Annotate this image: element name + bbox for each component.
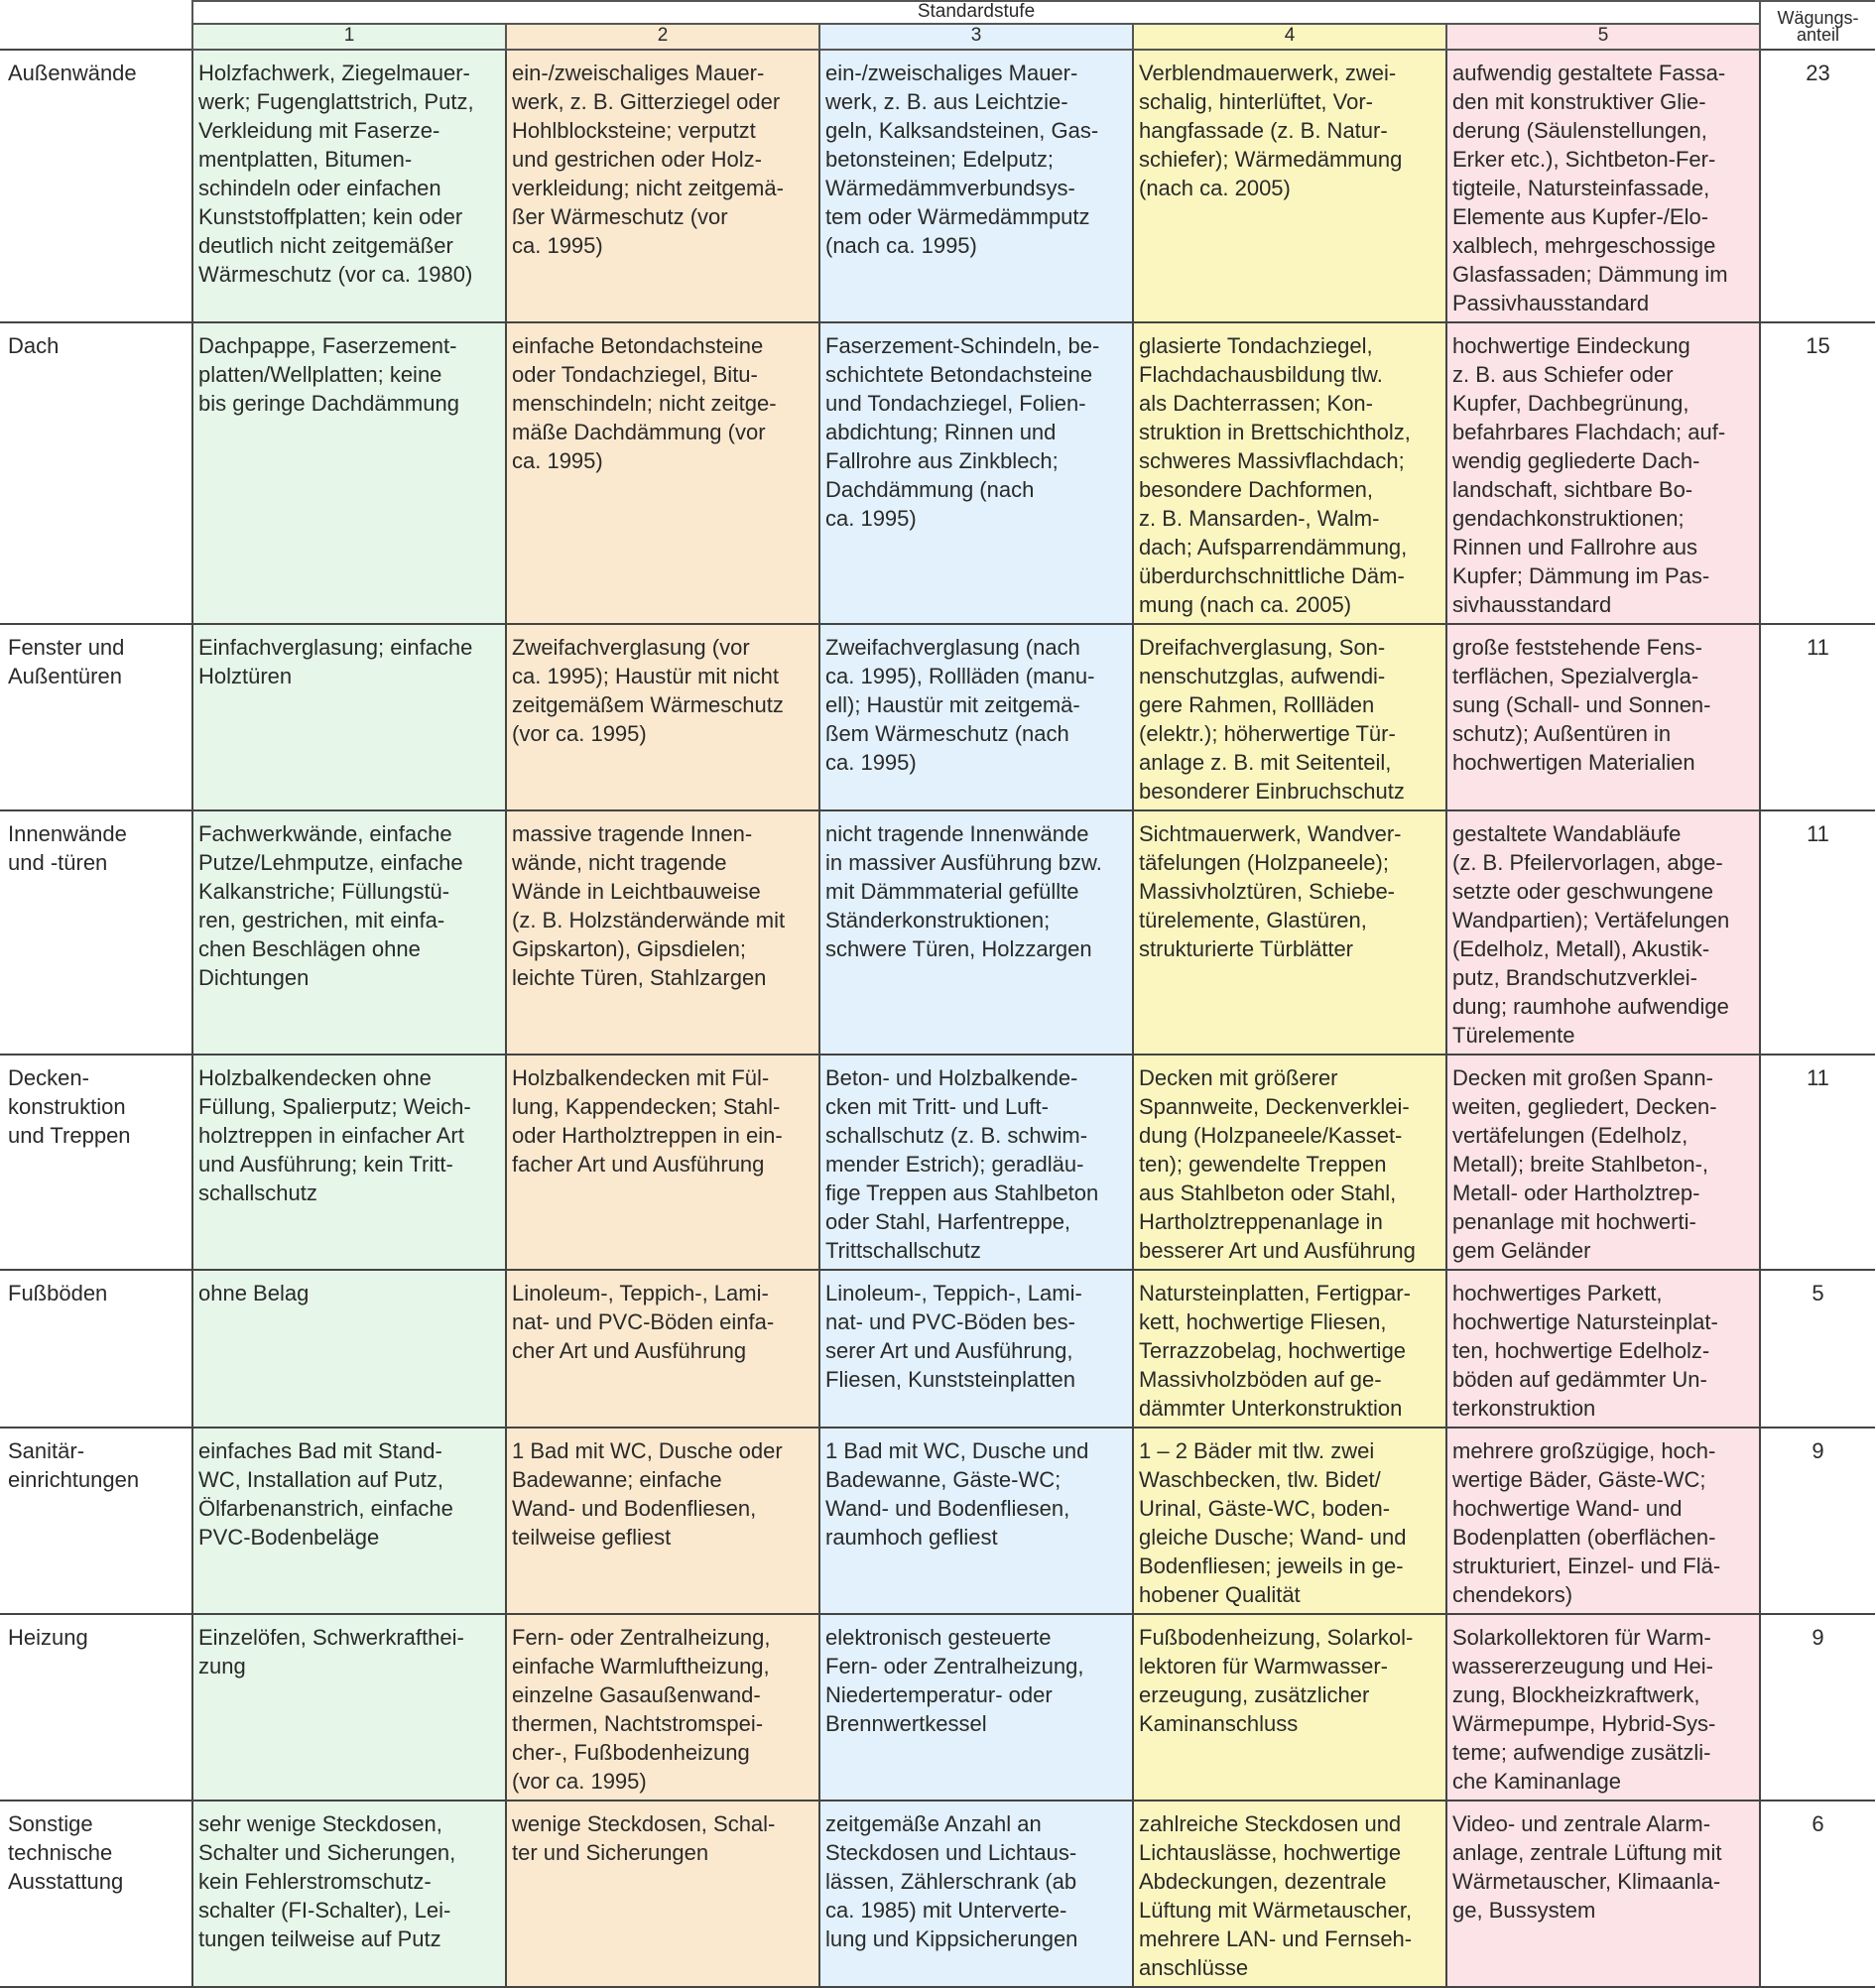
cell-text: aufwendig gestaltete Fassa- den mit konstruktiver Glie- derung (Säulenstellungen, Erker etc.), Sichtbeton-Fer- tigteile, Natursteinfassade, Elemente aus Kupfer-/Elo- xalblech, mehrgeschossige Glasfassaden; Dämmung im Passivhausstandard	[1452, 61, 1728, 315]
cell-text: hochwertiges Parkett, hochwertige Natursteinplat- ten, hochwertige Edelholz- böden auf gedämmter Un- terkonstruktion	[1452, 1281, 1718, 1421]
cell-text: Linoleum-, Teppich-, Lami- nat- und PVC-Böden einfa- cher Art und Ausführung	[512, 1281, 775, 1363]
row-label	[0, 1055, 192, 1270]
level-4-cell	[1133, 1270, 1446, 1428]
cell-text: 1 – 2 Bäder mit tlw. zwei Waschbecken, tlw. Bidet/ Urinal, Gäste-WC, boden- gleiche Dusche; Wand- und Bodenfliesen; jeweils in ge- hobener Qualität	[1139, 1438, 1407, 1607]
cell-text: Natursteinplatten, Fertigpar- kett, hochwertige Fliesen, Terrazzobelag, hochwertige Massivholzböden auf ge- dämmter Unterkonstruktion	[1139, 1281, 1411, 1421]
level-2-cell	[506, 1270, 819, 1428]
cell-text: Solarkollektoren für Warm- wassererzeugung und Hei- zung, Blockheizkraftwerk, Wärmepumpe, Hybrid-Sys- teme; aufwendige zusätzli- che Kaminanlage	[1452, 1625, 1716, 1794]
level-3-cell	[819, 50, 1133, 322]
level-3-cell	[819, 810, 1133, 1055]
table-row	[0, 810, 1875, 1055]
level-5-cell	[1446, 50, 1760, 322]
cell-text: nicht tragende Innenwände in massiver Ausführung bzw. mit Dämmmaterial gefüllte Ständerkonstruktionen; schwere Türen, Holzzargen	[825, 821, 1102, 961]
level-5-cell	[1446, 1428, 1760, 1614]
level-5-cell	[1446, 1801, 1760, 1987]
level-3-cell	[819, 1614, 1133, 1801]
header-spacer	[0, 1, 192, 24]
level-5-cell	[1446, 810, 1760, 1055]
level-5-cell	[1446, 624, 1760, 810]
row-label	[0, 1428, 192, 1614]
cell-text: Einfachverglasung; einfache Holztüren	[198, 635, 473, 688]
table-row	[0, 1801, 1875, 1987]
cell-text: zeitgemäße Anzahl an Steckdosen und Lichtaus- lässen, Zählerschrank (ab ca. 1985) mit Unterverte- lung und Kippsicherungen	[825, 1811, 1078, 1951]
level-3-cell	[819, 1428, 1133, 1614]
cell-text: 1 Bad mit WC, Dusche oder Badewanne; einfache Wand- und Bodenfliesen, teilweise gefliest	[512, 1438, 783, 1550]
level-4-cell	[1133, 1055, 1446, 1270]
row-label	[0, 1801, 192, 1987]
weight-value: 23	[1760, 50, 1875, 322]
cell-text: Dachpappe, Faserzement- platten/Wellplatten; keine bis geringe Dachdämmung	[198, 333, 459, 416]
row-label	[0, 1270, 192, 1428]
standard-level-title: Standardstufe	[192, 1, 1760, 24]
cell-text: Decken mit großen Spann- weiten, gegliedert, Decken- vertäfelungen (Edelholz, Metall); breite Stahlbeton-, Metall- oder Hartholztrep- penanlage mit hochwerti- gem Geländer	[1452, 1065, 1717, 1263]
cell-text: ein-/zweischaliges Mauer- werk, z. B. Gitterziegel oder Hohlblocksteine; verputzt und gestrichen oder Holz- verkleidung; nicht zeitgemä- ßer Wärmeschutz (vor ca. 1995)	[512, 61, 784, 258]
cell-text: Linoleum-, Teppich-, Lami- nat- und PVC-Böden bes- serer Art und Ausführung, Fliesen, Kunststeinplatten	[825, 1281, 1082, 1392]
cell-text: Dreifachverglasung, Son- nenschutzglas, aufwendi- gere Rahmen, Rollläden (elektr.); höherwertige Tür- anlage z. B. mit Seitenteil, besonderer Einbruchschutz	[1139, 635, 1405, 804]
cell-text: Holzbalkendecken mit Fül- lung, Kappendecken; Stahl- oder Hartholztreppen in ein- facher Art und Ausführung	[512, 1065, 783, 1177]
level-2-cell	[506, 1801, 819, 1987]
header-spacer	[0, 24, 192, 50]
header-title-row	[0, 1, 1875, 24]
cell-text: Zweifachverglasung (vor ca. 1995); Haustür mit nicht zeitgemäßem Wärmeschutz (vor ca. 1995)	[512, 635, 784, 746]
row-label-text: Heizung	[8, 1625, 88, 1650]
level-4-header: 4	[1133, 24, 1446, 50]
cell-text: Video- und zentrale Alarm- anlage, zentrale Lüftung mit Wärmetauscher, Klimaanla- ge, Bussystem	[1452, 1811, 1722, 1923]
cell-text: ohne Belag	[198, 1281, 310, 1305]
level-4-cell	[1133, 322, 1446, 624]
level-1-cell	[192, 810, 506, 1055]
level-4-cell	[1133, 1428, 1446, 1614]
level-4-cell	[1133, 1614, 1446, 1801]
table-row	[0, 624, 1875, 810]
row-label-text: Außenwände	[8, 61, 137, 85]
cell-text: glasierte Tondachziegel, Flachdachausbildung tlw. als Dachterrassen; Kon- struktion in Brettschichtholz, schweres Massivflachdach; besondere Dachformen, z. B. Mansarden-, Walm- dach; Aufsparrendämmung, überdurchschnittliche Däm- mung (nach ca. 2005)	[1139, 333, 1411, 617]
cell-text: Fern- oder Zentralheizung, einfache Warmluftheizung, einzelne Gasaußenwand- thermen, Nachtstromspei- cher-, Fußbodenheizung (vor ca. 1995)	[512, 1625, 771, 1794]
table-row	[0, 1270, 1875, 1428]
cell-text: ein-/zweischaliges Mauer- werk, z. B. aus Leichtzie- geln, Kalksandsteinen, Gas- betonsteinen; Edelputz; Wärmedämmverbundsys- tem oder Wärmedämmputz (nach ca. 1995)	[825, 61, 1099, 258]
level-5-cell	[1446, 1270, 1760, 1428]
level-1-cell	[192, 1801, 506, 1987]
level-2-cell	[506, 810, 819, 1055]
cell-text: zahlreiche Steckdosen und Lichtauslässe, hochwertige Abdeckungen, dezentrale Lüftung mit Wärmetauscher, mehrere LAN- und Fernseh- anschlüsse	[1139, 1811, 1413, 1980]
level-1-cell	[192, 1428, 506, 1614]
cell-text: Sichtmauerwerk, Wandver- täfelungen (Holzpaneele); Massivholztüren, Schiebe- türelemente, Glastüren, strukturierte Türblätter	[1139, 821, 1402, 961]
level-4-cell	[1133, 810, 1446, 1055]
level-1-cell	[192, 50, 506, 322]
row-label-text: Decken- konstruktion und Treppen	[8, 1065, 131, 1148]
cell-text: elektronisch gesteuerte Fern- oder Zentralheizung, Niedertemperatur- oder Brennwertkessel	[825, 1625, 1084, 1736]
weight-header	[1760, 1, 1875, 50]
level-2-cell	[506, 322, 819, 624]
weight-value: 11	[1760, 624, 1875, 810]
cell-text: sehr wenige Steckdosen, Schalter und Sicherungen, kein Fehlerstromschutz- schalter (FI-Schalter), Lei- tungen teilweise auf Putz	[198, 1811, 456, 1951]
level-2-header: 2	[506, 24, 819, 50]
cell-text: Holzfachwerk, Ziegelmauer- werk; Fugenglattstrich, Putz, Verkleidung mit Faserze- mentplatten, Bitumen- schindeln oder einfachen Kunststoffplatten; kein oder deutlich nicht zeitgemäßer Wärmeschutz (vor ca. 1980)	[198, 61, 474, 287]
level-1-cell	[192, 322, 506, 624]
level-3-cell	[819, 624, 1133, 810]
table-row	[0, 1055, 1875, 1270]
level-4-cell	[1133, 1801, 1446, 1987]
cell-text: einfaches Bad mit Stand- WC, Installation auf Putz, Ölfarbenanstrich, einfache PVC-Bodenbeläge	[198, 1438, 453, 1550]
cell-text: Fußbodenheizung, Solarkol- lektoren für Warmwasser- erzeugung, zusätzlicher Kaminanschluss	[1139, 1625, 1414, 1736]
level-3-header: 3	[819, 24, 1133, 50]
level-5-header: 5	[1446, 24, 1760, 50]
level-3-cell	[819, 1270, 1133, 1428]
table-row	[0, 1614, 1875, 1801]
header-level-row	[0, 24, 1875, 50]
table-row	[0, 50, 1875, 322]
level-4-cell	[1133, 624, 1446, 810]
cell-text: Beton- und Holzbalkende- cken mit Tritt- und Luft- schallschutz (z. B. schwim- mender Estrich); geradläu- fige Treppen aus Stahlbeton oder Stahl, Harfentreppe, Trittschallschutz	[825, 1065, 1099, 1263]
weight-header-label: Wägungs- anteil	[1777, 8, 1859, 45]
weight-value: 11	[1760, 810, 1875, 1055]
cell-text: Fachwerkwände, einfache Putze/Lehmputze, einfache Kalkanstriche; Füllungstü- ren, gestrichen, mit einfa- chen Beschlägen ohne Dichtungen	[198, 821, 463, 990]
level-1-cell	[192, 1270, 506, 1428]
cell-text: wenige Steckdosen, Schal- ter und Sicherungen	[512, 1811, 776, 1865]
level-2-cell	[506, 1428, 819, 1614]
row-label-text: Sonstige technische Ausstattung	[8, 1811, 124, 1894]
row-label-text: Innenwände und -türen	[8, 821, 127, 875]
cell-text: große feststehende Fens- terflächen, Spezialvergla- sung (Schall- und Sonnen- schutz); Außentüren in hochwertigen Materialien	[1452, 635, 1711, 775]
level-5-cell	[1446, 322, 1760, 624]
level-1-cell	[192, 624, 506, 810]
row-label	[0, 50, 192, 322]
cell-text: gestaltete Wandabläufe (z. B. Pfeilervorlagen, abge- setzte oder geschwungene Wandpartien); Vertäfelungen (Edelholz, Metall), Akustik- putz, Brandschutzverklei- dung; raumhohe aufwendige Türelemente	[1452, 821, 1730, 1048]
table-row	[0, 1428, 1875, 1614]
level-2-cell	[506, 1055, 819, 1270]
row-label	[0, 322, 192, 624]
level-5-cell	[1446, 1055, 1760, 1270]
cell-text: Faserzement-Schindeln, be- schichtete Betondachsteine und Tondachziegel, Folien- abdichtung; Rinnen und Fallrohre aus Zinkblech; Dachdämmung (nach ca. 1995)	[825, 333, 1100, 531]
cell-text: Holzbalkendecken ohne Füllung, Spalierputz; Weich- holztreppen in einfacher Art und Ausführung; kein Tritt- schallschutz	[198, 1065, 471, 1205]
level-3-cell	[819, 322, 1133, 624]
level-2-cell	[506, 50, 819, 322]
table-body	[0, 50, 1875, 1987]
table-header	[0, 1, 1875, 50]
weight-value: 6	[1760, 1801, 1875, 1987]
cell-text: massive tragende Innen- wände, nicht tragende Wände in Leichtbauweise (z. B. Holzständerwände mit Gipskarton), Gipsdielen; leichte Türen, Stahlzargen	[512, 821, 786, 990]
weight-value: 9	[1760, 1428, 1875, 1614]
level-1-cell	[192, 1614, 506, 1801]
row-label	[0, 624, 192, 810]
level-1-header: 1	[192, 24, 506, 50]
cell-text: Zweifachverglasung (nach ca. 1995), Rollläden (manu- ell); Haustür mit zeitgemä- ßem Wärmeschutz (nach ca. 1995)	[825, 635, 1095, 775]
cell-text: 1 Bad mit WC, Dusche und Badewanne, Gäste-WC; Wand- und Bodenfliesen, raumhoch gefliest	[825, 1438, 1089, 1550]
row-label	[0, 1614, 192, 1801]
weight-value: 11	[1760, 1055, 1875, 1270]
level-3-cell	[819, 1801, 1133, 1987]
row-label-text: Fenster und Außentüren	[8, 635, 125, 688]
cell-text: mehrere großzügige, hoch- wertige Bäder, Gäste-WC; hochwertige Wand- und Bodenplatten (oberflächen- strukturiert, Einzel- und Flä- chendekors)	[1452, 1438, 1721, 1607]
weight-value: 5	[1760, 1270, 1875, 1428]
cell-text: hochwertige Eindeckung z. B. aus Schiefer oder Kupfer, Dachbegrünung, befahrbares Flachdach; auf- wendig gegliederte Dach- landschaft, sichtbare Bo- gendachkonstruktionen; Rinnen und Fallrohre aus Kupfer; Dämmung im Pas- sivhausstandard	[1452, 333, 1726, 617]
level-5-cell	[1446, 1614, 1760, 1801]
weight-value: 9	[1760, 1614, 1875, 1801]
level-2-cell	[506, 1614, 819, 1801]
cell-text: einfache Betondachsteine oder Tondachziegel, Bitu- menschindeln; nicht zeitge- mäße Dachdämmung (vor ca. 1995)	[512, 333, 777, 473]
row-label	[0, 810, 192, 1055]
row-label-text: Fußböden	[8, 1281, 108, 1305]
level-2-cell	[506, 624, 819, 810]
row-label-text: Dach	[8, 333, 60, 358]
cell-text: Verblendmauerwerk, zwei- schalig, hinterlüftet, Vor- hangfassade (z. B. Natur- schiefer); Wärmedämmung (nach ca. 2005)	[1139, 61, 1403, 200]
cell-text: Decken mit größerer Spannweite, Deckenverklei- dung (Holzpaneele/Kasset- ten); gewendelte Treppen aus Stahlbeton oder Stahl, Hartholztreppenanlage in besserer Art und Ausführung	[1139, 1065, 1416, 1263]
weight-value: 15	[1760, 322, 1875, 624]
level-1-cell	[192, 1055, 506, 1270]
level-3-cell	[819, 1055, 1133, 1270]
level-4-cell	[1133, 50, 1446, 322]
table-row	[0, 322, 1875, 624]
cell-text: Einzelöfen, Schwerkrafthei- zung	[198, 1625, 464, 1678]
row-label-text: Sanitär- einrichtungen	[8, 1438, 140, 1492]
